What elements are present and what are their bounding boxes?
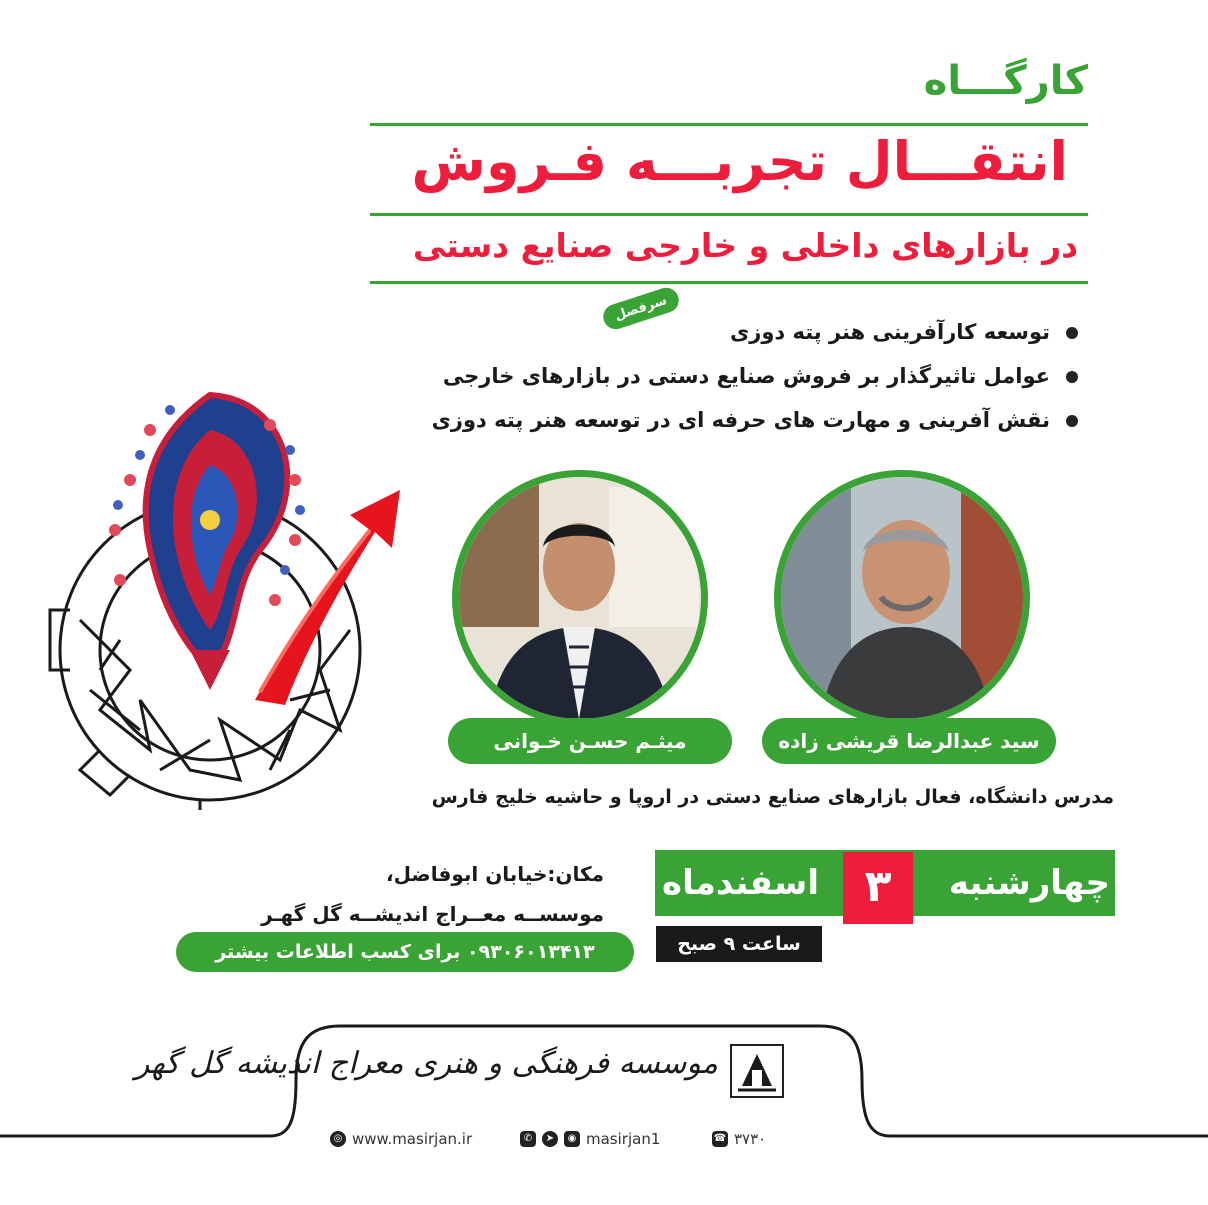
- telegram-icon: ➤: [542, 1131, 558, 1147]
- instagram-icon: ◉: [564, 1131, 580, 1147]
- divider: [370, 281, 1088, 284]
- contact-phone-pill: ۰۹۳۰۶۰۱۳۴۱۳ برای کسب اطلاعات بیشتر: [176, 932, 634, 972]
- speaker-bio: مدرس دانشگاه، فعال بازارهای صنایع دستی در اروپا و حاشیه خلیج فارس: [431, 786, 1114, 808]
- person-icon: [781, 477, 1023, 719]
- headline-badge: سرفصل: [600, 285, 682, 333]
- paisley-motif: [146, 395, 288, 690]
- globe-icon: ◎: [330, 1131, 346, 1147]
- speaker-photo: [774, 470, 1030, 726]
- venue-institute: موسســه معــراج اندیشــه گل گهـر: [261, 902, 604, 926]
- social-contact[interactable]: [520, 1130, 660, 1148]
- bullet-icon: [1066, 327, 1078, 339]
- kicker-label: کارگـــاه: [923, 58, 1088, 104]
- topic-list: [358, 310, 1078, 442]
- phone-text[interactable]: ۳۷۳۰: [734, 1130, 767, 1148]
- divider: [370, 123, 1088, 126]
- venue-info: [261, 854, 604, 934]
- speaker-photo: [452, 470, 708, 726]
- social-handle[interactable]: masirjan1: [586, 1130, 661, 1148]
- speaker-name: سید عبدالرضا قریشی زاده: [762, 718, 1056, 764]
- whatsapp-icon: ✆: [520, 1131, 536, 1147]
- paisley-gear-emblem: [40, 370, 420, 810]
- page-title: انتقـــال تجربـــه فـروش: [411, 130, 1068, 193]
- website-text[interactable]: www.masirjan.ir: [352, 1130, 473, 1148]
- website-contact[interactable]: [330, 1130, 472, 1148]
- institute-logo-icon: [730, 1044, 784, 1098]
- bullet-icon: [1066, 371, 1078, 383]
- event-month: اسفندماه: [662, 863, 819, 903]
- event-weekday: چهارشنبه: [948, 863, 1110, 903]
- topic-text: نقش آفرینی و مهارت های حرفه ای در توسعه هنر پته دوزی: [431, 408, 1050, 432]
- event-day: ۳: [843, 852, 913, 924]
- topic-item: [358, 354, 1078, 398]
- speaker-name: میثـم حسـن خـوانی: [448, 718, 732, 764]
- person-icon: [459, 477, 701, 719]
- topic-item: [358, 310, 1078, 354]
- venue-address: مکان:خیابان ابوفاضل،: [385, 862, 604, 886]
- phone-contact[interactable]: [712, 1130, 766, 1148]
- topic-text: عوامل تاثیرگذار بر فروش صنایع دستی در بازارهای خارجی: [442, 364, 1050, 388]
- page-subtitle: در بازارهای داخلی و خارجی صنایع دستی: [412, 226, 1078, 265]
- topic-text: توسعه کارآفرینی هنر پته دوزی: [730, 320, 1050, 344]
- phone-icon: ☎: [712, 1131, 728, 1147]
- divider: [370, 213, 1088, 216]
- bullet-icon: [1066, 415, 1078, 427]
- topic-item: [358, 398, 1078, 442]
- institute-name: موسسه فرهنگی و هنری معراج اندیشه گل گهر: [134, 1046, 718, 1081]
- event-time: ساعت ۹ صبح: [656, 926, 822, 962]
